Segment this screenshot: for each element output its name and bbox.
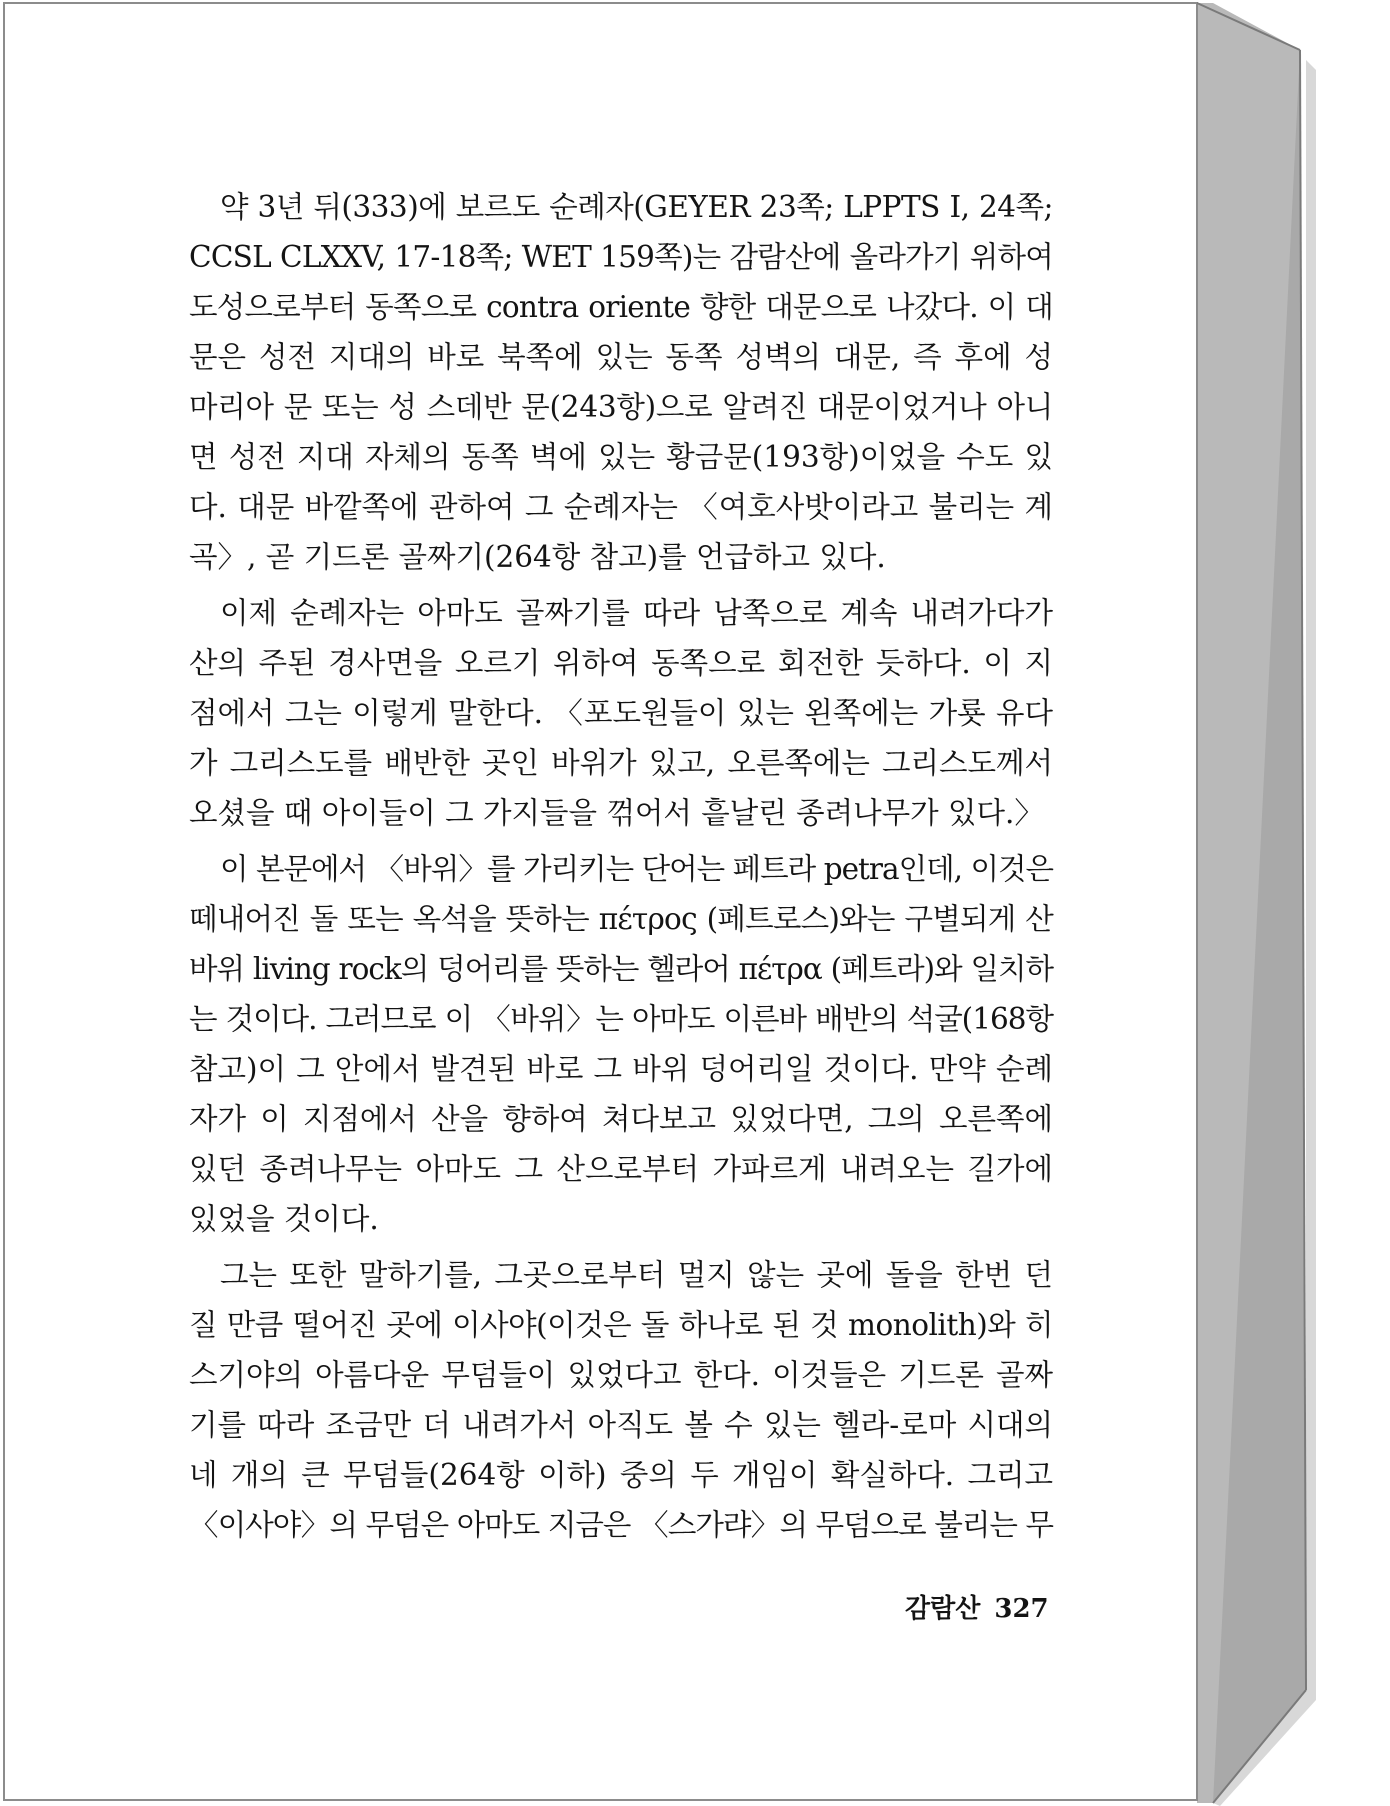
- body-text: [189, 182, 1053, 1550]
- text-line: 도성으로부터 동쪽으로 contra oriente 향한 대문으로 나갔다. 이 대: [189, 290, 1053, 324]
- text-line: 오셨을 때 아이들이 그 가지들을 꺾어서 흩날린 종려나무가 있다.〉: [189, 796, 1044, 830]
- text-line: 있던 종려나무는 아마도 그 산으로부터 가파르게 내려오는 길가에: [189, 1152, 1053, 1186]
- text-line: 있었을 것이다.: [189, 1202, 379, 1236]
- text-line: 스기야의 아름다운 무덤들이 있었다고 한다. 이것들은 기드론 골짜: [189, 1358, 1053, 1392]
- text-line: 네 개의 큰 무덤들(264항 이하) 중의 두 개임이 확실하다. 그리고: [189, 1458, 1053, 1492]
- text-line: 점에서 그는 이렇게 말한다. 〈포도원들이 있는 왼쪽에는 가룟 유다: [189, 696, 1053, 730]
- text-line: 기를 따라 조금만 더 내려가서 아직도 볼 수 있는 헬라-로마 시대의: [189, 1408, 1053, 1442]
- text-line: 질 만큼 떨어진 곳에 이사야(이것은 돌 하나로 된 것 monolith)와 히: [189, 1308, 1053, 1342]
- text-line: 문은 성전 지대의 바로 북쪽에 있는 동쪽 성벽의 대문, 즉 후에 성: [189, 340, 1053, 374]
- text-line: 바위 living rock의 덩어리를 뜻하는 헬라어 πέτρα (페트라)와 일치하: [189, 952, 1053, 986]
- text-line: 참고)이 그 안에서 발견된 바로 그 바위 덩어리일 것이다. 만약 순례: [189, 1052, 1053, 1086]
- text-line: 이제 순례자는 아마도 골짜기를 따라 남쪽으로 계속 내려가다가: [220, 596, 1053, 630]
- text-line: 이 본문에서 〈바위〉를 가리키는 단어는 페트라 petra인데, 이것은: [220, 852, 1053, 886]
- text-line: 그는 또한 말하기를, 그곳으로부터 멀지 않는 곳에 돌을 한번 던: [220, 1258, 1053, 1292]
- text-line: 가 그리스도를 배반한 곳인 바위가 있고, 오른쪽에는 그리스도께서: [189, 746, 1053, 780]
- text-line: 〈이사야〉의 무덤은 아마도 지금은 〈스가랴〉의 무덤으로 불리는 무: [189, 1508, 1053, 1542]
- paragraph-3: [189, 844, 1053, 1244]
- text-line: 마리아 문 또는 성 스데반 문(243항)으로 알려진 대문이었거나 아니: [189, 390, 1053, 424]
- text-line: 곡〉, 곧 기드론 골짜기(264항 참고)를 언급하고 있다.: [189, 540, 886, 574]
- text-line: 다. 대문 바깥쪽에 관하여 그 순례자는 〈여호사밧이라고 불리는 계: [189, 490, 1053, 524]
- page-number: 327: [994, 1594, 1049, 1624]
- paragraph-2: [189, 588, 1053, 838]
- running-footer: [905, 1588, 1049, 1625]
- text-line: 자가 이 지점에서 산을 향하여 쳐다보고 있었다면, 그의 오른쪽에: [189, 1102, 1053, 1136]
- text-line: CCSL CLXXV, 17-18쪽; WET 159쪽)는 감람산에 올라가기 위하여: [189, 240, 1053, 274]
- text-line: 약 3년 뒤(333)에 보르도 순례자(GEYER 23쪽; LPPTS I, 24쪽;: [220, 190, 1053, 224]
- text-line: 면 성전 지대 자체의 동쪽 벽에 있는 황금문(193항)이었을 수도 있: [189, 440, 1053, 474]
- text-line: 떼내어진 돌 또는 옥석을 뜻하는 πέτρος (페트로스)와는 구별되게 산: [189, 902, 1053, 936]
- paragraph-4: [189, 1250, 1053, 1550]
- paragraph-1: [189, 182, 1053, 582]
- section-title: 감람산: [905, 1594, 981, 1624]
- text-line: 산의 주된 경사면을 오르기 위하여 동쪽으로 회전한 듯하다. 이 지: [189, 646, 1053, 680]
- text-line: 는 것이다. 그러므로 이 〈바위〉는 아마도 이른바 배반의 석굴(168항: [189, 1002, 1053, 1036]
